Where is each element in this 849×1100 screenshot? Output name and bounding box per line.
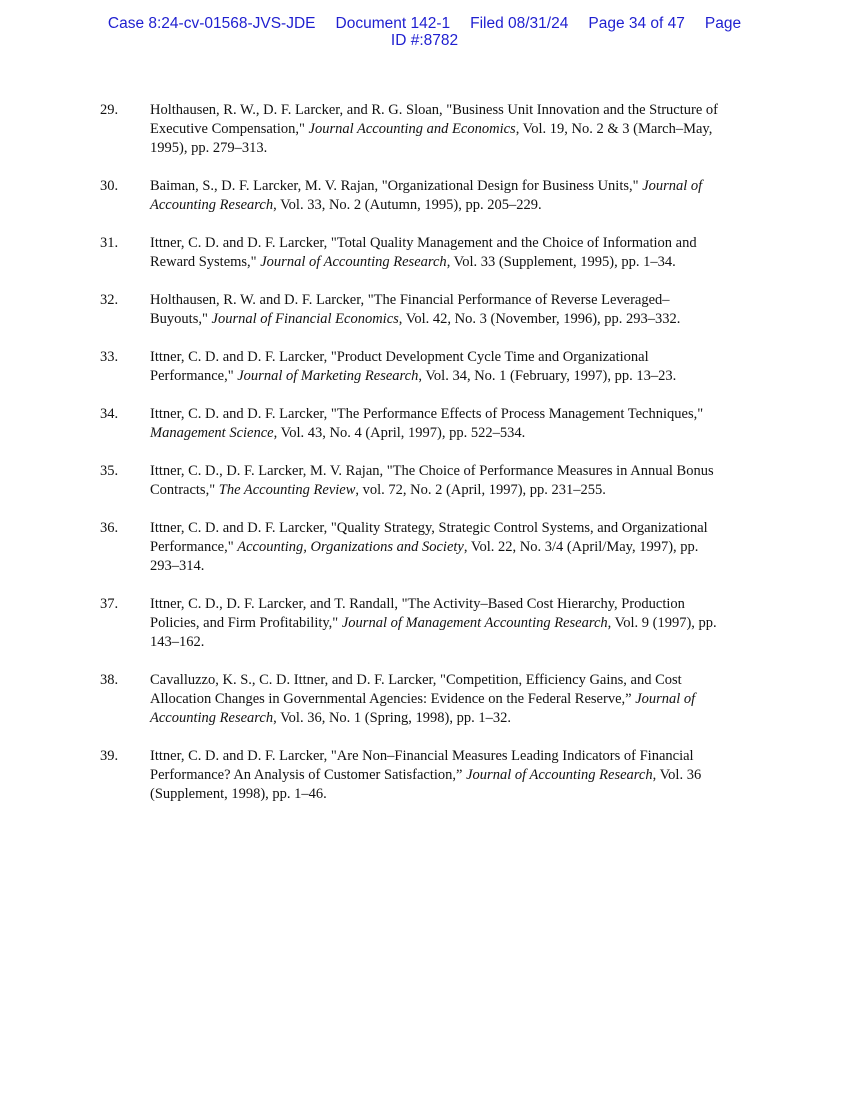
- reference-number: 35.: [100, 463, 119, 479]
- reference-details: , Vol. 42, No. 3 (November, 1996), pp. 293–332.: [398, 311, 681, 327]
- reference-authors: Holthausen, R. W. and D. F. Larcker,: [150, 292, 368, 308]
- page-count: Page 34 of 47: [588, 15, 685, 32]
- reference-details: , Vol. 36 (Supplement, 1998), pp. 1–46.: [150, 767, 702, 802]
- reference-journal: Accounting, Organizations and Society: [237, 539, 464, 555]
- reference-authors: Cavalluzzo, K. S., C. D. Ittner, and D. F. Larcker,: [150, 672, 441, 688]
- reference-details: , Vol. 36, No. 1 (Spring, 1998), pp. 1–32.: [273, 710, 511, 726]
- reference-journal: Management Science: [150, 425, 274, 441]
- reference-authors: Ittner, C. D. and D. F. Larcker,: [150, 235, 331, 251]
- reference-item: [100, 671, 720, 728]
- reference-number: 33.: [100, 349, 119, 365]
- reference-item: [100, 595, 720, 652]
- reference-title: "Competition, Efficiency Gains, and Cost Allocation Changes in Governmental Agencies: Evidence on the Federal Reserve,”: [150, 672, 682, 707]
- reference-authors: Holthausen, R. W., D. F. Larcker, and R. G. Sloan,: [150, 102, 447, 118]
- reference-title: "Are Non–Financial Measures Leading Indicators of Financial Performance? An Analysis of Customer Satisfaction,”: [150, 748, 694, 783]
- reference-details: , Vol. 33 (Supplement, 1995), pp. 1–34.: [446, 254, 676, 270]
- reference-authors: Ittner, C. D., D. F. Larcker, M. V. Rajan,: [150, 463, 387, 479]
- reference-journal: Journal of Management Accounting Research: [341, 615, 608, 631]
- reference-journal: Journal Accounting and Economics: [308, 121, 516, 137]
- reference-number: 30.: [100, 178, 119, 194]
- reference-authors: Ittner, C. D., D. F. Larcker, and T. Randall,: [150, 596, 402, 612]
- filed-date: Filed 08/31/24: [470, 15, 569, 32]
- reference-number: 38.: [100, 672, 119, 688]
- reference-number: 37.: [100, 596, 119, 612]
- reference-title: "The Activity–Based Cost Hierarchy, Production Policies, and Firm Profitability,": [150, 596, 685, 631]
- reference-number: 32.: [100, 292, 119, 308]
- reference-item: [100, 101, 720, 158]
- case-header: [60, 15, 789, 49]
- reference-item: [100, 177, 720, 215]
- reference-title: "Business Unit Innovation and the Structure of Executive Compensation,": [150, 102, 718, 137]
- reference-journal: Journal of Accounting Research: [150, 691, 696, 726]
- reference-item: [100, 519, 720, 576]
- reference-title: "Quality Strategy, Strategic Control Systems, and Organizational Performance,": [150, 520, 708, 555]
- reference-number: 31.: [100, 235, 119, 251]
- reference-title: "Organizational Design for Business Units,": [381, 178, 643, 194]
- case-number: Case 8:24-cv-01568-JVS-JDE: [107, 15, 316, 32]
- reference-title: "The Choice of Performance Measures in Annual Bonus Contracts,": [150, 463, 714, 498]
- reference-details: , Vol. 33, No. 2 (Autumn, 1995), pp. 205–229.: [273, 197, 542, 213]
- reference-title: "Product Development Cycle Time and Organizational Performance,": [150, 349, 649, 384]
- reference-authors: Ittner, C. D. and D. F. Larcker,: [150, 349, 331, 365]
- reference-details: , Vol. 9 (1997), pp. 143–162.: [150, 615, 717, 650]
- reference-journal: Journal of Accounting Research: [150, 178, 703, 213]
- reference-item: [100, 747, 720, 804]
- page-id: ID #:8782: [390, 32, 459, 49]
- reference-journal: Journal of Financial Economics: [211, 311, 399, 327]
- reference-journal: The Accounting Review: [218, 482, 356, 498]
- reference-number: 39.: [100, 748, 119, 764]
- reference-title: "The Performance Effects of Process Management Techniques,": [330, 406, 704, 422]
- reference-item: [100, 348, 720, 386]
- reference-title: "Total Quality Management and the Choice of Information and Reward Systems,": [150, 235, 697, 270]
- reference-list: [100, 101, 720, 823]
- reference-authors: Baiman, S., D. F. Larcker, M. V. Rajan,: [150, 178, 382, 194]
- reference-number: 34.: [100, 406, 119, 422]
- reference-journal: Journal of Accounting Research: [466, 767, 653, 783]
- reference-details: , Vol. 34, No. 1 (February, 1997), pp. 13–23.: [418, 368, 677, 384]
- reference-details: , Vol. 22, No. 3/4 (April/May, 1997), pp. 293–314.: [150, 539, 699, 574]
- reference-item: [100, 462, 720, 500]
- page-id-label: Page: [704, 15, 742, 32]
- document-number: Document 142-1: [335, 15, 451, 32]
- reference-title: "The Financial Performance of Reverse Leveraged–Buyouts,": [150, 292, 670, 327]
- reference-details: , vol. 72, No. 2 (April, 1997), pp. 231–255.: [355, 482, 606, 498]
- reference-number: 36.: [100, 520, 119, 536]
- reference-journal: Journal of Marketing Research: [237, 368, 419, 384]
- reference-authors: Ittner, C. D. and D. F. Larcker,: [150, 520, 331, 536]
- reference-authors: Ittner, C. D. and D. F. Larcker,: [150, 406, 331, 422]
- reference-item: [100, 234, 720, 272]
- reference-journal: Journal of Accounting Research: [260, 254, 447, 270]
- reference-item: [100, 405, 720, 443]
- reference-authors: Ittner, C. D. and D. F. Larcker,: [150, 748, 331, 764]
- reference-details: , Vol. 19, No. 2 & 3 (March–May, 1995), pp. 279–313.: [150, 121, 713, 156]
- reference-number: 29.: [100, 102, 119, 118]
- reference-details: , Vol. 43, No. 4 (April, 1997), pp. 522–534.: [273, 425, 526, 441]
- reference-item: [100, 291, 720, 329]
